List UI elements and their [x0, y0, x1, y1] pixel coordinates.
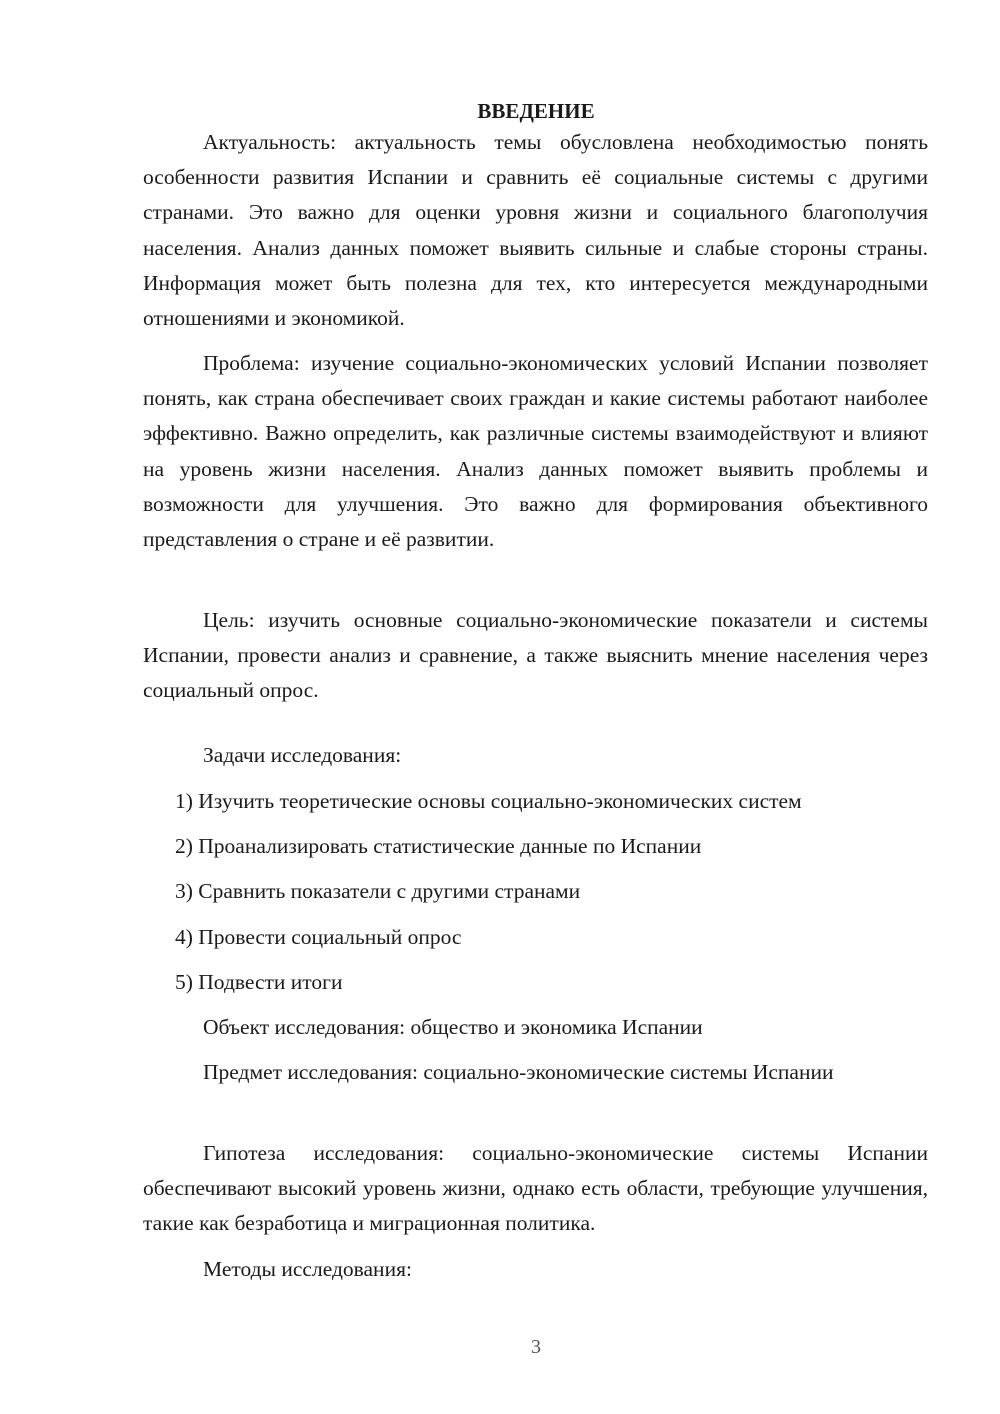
task-item: 3) Сравнить показатели с другими странами — [175, 879, 581, 903]
section-title: ВВЕДЕНИЕ — [477, 99, 595, 123]
problem-paragraph: Проблема: изучение социально-экономических условий Испании позволяет понять, как страна обеспечивает своих граждан и какие системы работают наиболее эффективно. Важно определить, как различные системы взаимодействуют и влияют на уровень жизни населения. Анализ данных поможет выявить проблемы и возможности для улучшения. Это важно для формирования объективного представления о стране и её развитии. — [143, 351, 928, 552]
methods-heading: Методы исследования: — [203, 1257, 412, 1281]
relevance-paragraph: Актуальность: актуальность темы обусловлена необходимостью понять особенности развития Испании и сравнить её социальные системы с другими странами. Это важно для оценки уровня жизни и социального благополучия населения. Анализ данных поможет выявить сильные и слабые стороны страны. Информация может быть полезна для тех, кто интересуется международными отношениями и экономикой. — [143, 130, 928, 331]
page-number: 3 — [531, 1336, 541, 1358]
subject-paragraph: Предмет исследования: социально-экономические системы Испании — [203, 1060, 834, 1084]
task-item: 5) Подвести итоги — [175, 970, 343, 994]
task-item: 1) Изучить теоретические основы социально-экономических систем — [175, 789, 802, 813]
goal-paragraph: Цель: изучить основные социально-экономические показатели и системы Испании, провести анализ и сравнение, а также выяснить мнение населения через социальный опрос. — [143, 608, 928, 703]
object-line: Объект исследования: общество и экономика Испании — [203, 1015, 703, 1039]
hypothesis-paragraph: Гипотеза исследования: социально-экономические системы Испании обеспечивают высокий уровень жизни, однако есть области, требующие улучшения, такие как безработица и миграционная политика. — [143, 1141, 928, 1236]
tasks-heading: Задачи исследования: — [203, 743, 402, 767]
task-item: 4) Провести социальный опрос — [175, 925, 462, 949]
task-item: 2) Проанализировать статистические данные по Испании — [175, 834, 702, 858]
